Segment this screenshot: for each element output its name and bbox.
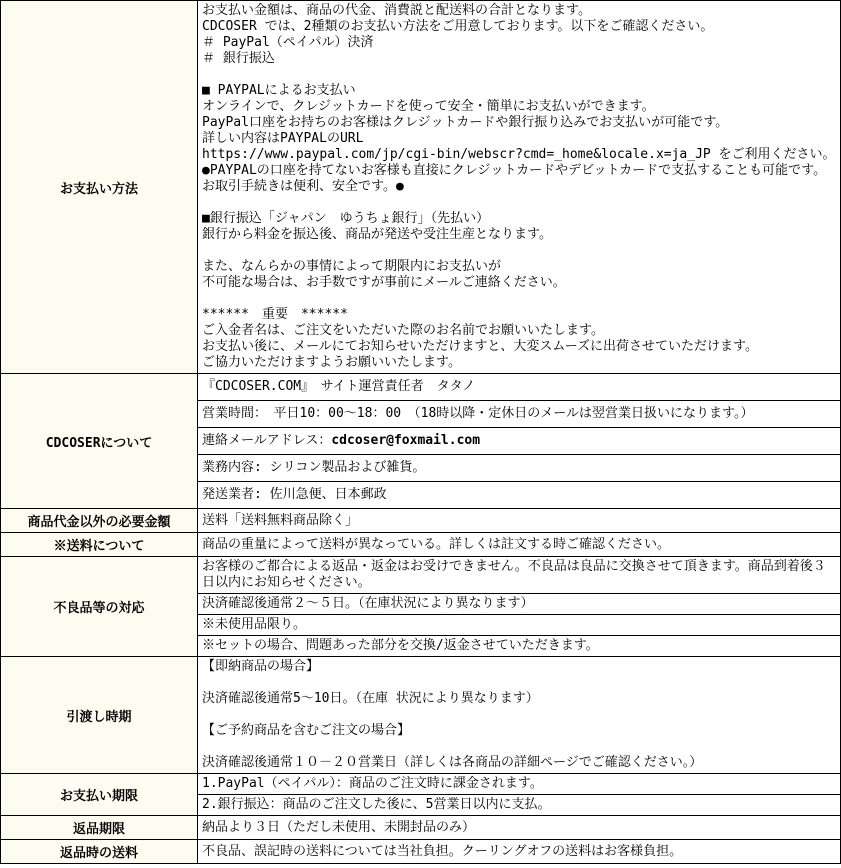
row-content-about-cdcoser-3 <box>198 455 841 482</box>
row-content-payment-deadline-0 <box>198 774 841 795</box>
text-line: 営業時間： 平日10：00～18：00 （18時以降・定休日のメールは翌営業日扱いになります。） <box>202 406 754 421</box>
paypal-url[interactable]: https://www.paypal.com/jp/cgi-bin/webscr?cmd=_home&locale.x=ja_JP <box>202 147 711 162</box>
text-line: 業務内容: シリコン製品および雑貨。 <box>202 460 426 475</box>
text-line: 詳しい内容はPAYPALのURL <box>202 131 364 146</box>
row-content-delivery-time <box>198 657 841 774</box>
text-line <box>202 739 836 755</box>
row-header-delivery-time: 引渡し時期 <box>1 657 198 774</box>
text-line: 決済確認後通常２～５日。（在庫状況により異なります） <box>202 596 534 611</box>
text-line: 『CDCOSER.COM』 サイト運営責任者 タタノ <box>202 379 476 394</box>
row-content-defective-items-3 <box>198 636 841 657</box>
text-line: 不可能な場合は、お手数ですが事前にメールご連絡ください。 <box>202 275 566 290</box>
text-line: ご入金者名は、ご注文をいただいた際のお名前でお願いいたします。 <box>202 323 604 338</box>
text-line: ●PAYPALの口座を持てないお客様も直接にクレジットカードやデビットカードで支払することも可能です。 <box>202 163 827 178</box>
text-line: 発送業者: 佐川急便、日本郵政 <box>202 487 387 502</box>
text-line: また、なんらかの事情によって期限内にお支払いが <box>202 259 502 274</box>
text-line: ご協力いただけますようお願いいたします。 <box>202 355 461 370</box>
text-segment: をご利用ください。 <box>710 147 836 162</box>
row-header-extra-charges: 商品代金以外の必要金額 <box>1 509 198 533</box>
row-header-about-cdcoser: CDCOSERについて <box>1 374 198 509</box>
row-content-return-shipping <box>198 840 841 864</box>
text-line: 【即納商品の場合】 <box>202 659 320 674</box>
text-line: 【ご予約商品を含むご注文の場合】 <box>202 723 411 738</box>
row-content-about-cdcoser-1 <box>198 401 841 428</box>
paypal-url-line <box>202 147 836 163</box>
contact-email-line <box>202 433 836 449</box>
text-line: 2.銀行振込：商品のご注文した後に、5営業日以内に支払。 <box>202 797 551 812</box>
text-line: ※未使用品限り。 <box>202 617 307 632</box>
row-content-payment-deadline-1 <box>198 795 841 816</box>
text-line: お客様のご都合による返品・返金はお受けできません。不良品は良品に交換させて頂きます。商品到着後３日以内にお知らせください。 <box>202 559 826 590</box>
row-content-defective-items-2 <box>198 615 841 636</box>
row-content-about-cdcoser-2 <box>198 428 841 455</box>
text-line: 1.PayPal（ペイパル）：商品のご注文時に課金されます。 <box>202 776 543 791</box>
text-line: ※セットの場合、問題あった部分を交換/返金させていただきます。 <box>202 638 599 653</box>
row-header-payment-deadline: お支払い期限 <box>1 774 198 816</box>
text-line <box>202 291 836 307</box>
text-line: 決済確認後通常5～10日。（在庫 状況により異なります） <box>202 691 539 706</box>
text-line <box>202 195 836 211</box>
row-content-about-cdcoser-0 <box>198 374 841 401</box>
text-line: お取引手続きは便利、安全です。● <box>202 179 404 194</box>
table-row-return-shipping <box>1 840 841 864</box>
text-line: 商品の重量によって送料が異なっている。詳しくは註文する時ご確認ください。 <box>202 536 671 552</box>
row-header-shipping-fee: ※送料について <box>1 533 198 557</box>
text-line: オンラインで、クレジットカードを使って安全・簡単にお支払いができます。 <box>202 99 655 114</box>
shop-info-body <box>1 1 841 864</box>
text-line: ＃ 銀行振込 <box>202 51 275 66</box>
text-line: お支払い金額は、商品の代金、消費説と配送料の合計となります。 <box>202 3 591 18</box>
row-content-extra-charges <box>198 509 841 533</box>
row-content-payment-method <box>198 1 841 374</box>
row-content-about-cdcoser-4 <box>198 482 841 509</box>
table-row-payment-method <box>1 1 841 374</box>
row-content-shipping-fee <box>198 533 841 557</box>
email-label: 連絡メールアドレス： <box>202 433 332 448</box>
row-content-defective-items-0 <box>198 557 841 594</box>
table-row-return-deadline <box>1 816 841 840</box>
text-line: PayPal口座をお持ちのお客様はクレジットカードや銀行振り込みでお支払いが可能です。 <box>202 115 729 130</box>
row-content-return-deadline <box>198 816 841 840</box>
text-line: 納品より３日（ただし未使用、未開封品のみ） <box>202 819 476 835</box>
text-line: CDCOSER では、2種類のお支払い方法をご用意しております。以下をご確認ください。 <box>202 19 714 34</box>
text-line: ■銀行振込「ジャパン ゆうちょ銀行」（先払い） <box>202 211 490 226</box>
text-line <box>202 243 836 259</box>
text-line: ****** 重要 ****** <box>202 307 348 322</box>
row-content-defective-items-1 <box>198 594 841 615</box>
table-row-shipping-fee <box>1 533 841 557</box>
text-line: 不良品、誤記時の送料については当社負担。クーリングオフの送料はお客様負担。 <box>202 843 683 859</box>
text-line: お支払い後に、メールにてお知らせいただけますと、大変スムーズに出荷させていただけます。 <box>202 339 759 354</box>
text-line: 決済確認後通常１０－２０営業日（詳しくは各商品の詳細ページでご確認ください。） <box>202 755 703 770</box>
table-row-defective-items-0 <box>1 557 841 594</box>
row-header-defective-items: 不良品等の対応 <box>1 557 198 657</box>
contact-email[interactable]: cdcoser@foxmail.com <box>331 433 481 448</box>
table-row-extra-charges <box>1 509 841 533</box>
row-header-payment-method: お支払い方法 <box>1 1 198 374</box>
table-row-about-cdcoser-0 <box>1 374 841 401</box>
text-line <box>202 67 836 83</box>
text-line: 送料「送料無料商品除く」 <box>202 512 359 528</box>
text-line: 銀行から料金を振込後、商品が発送や受注生産となります。 <box>202 227 552 242</box>
row-header-return-shipping: 返品時の送料 <box>1 840 198 864</box>
text-line <box>202 675 836 691</box>
text-line: ■ PAYPALによるお支払い <box>202 83 356 98</box>
text-line: ＃ PayPal（ペイパル）決済 <box>202 35 374 50</box>
table-row-payment-deadline-0 <box>1 774 841 795</box>
row-header-return-deadline: 返品期限 <box>1 816 198 840</box>
text-line <box>202 707 836 723</box>
table-row-delivery-time <box>1 657 841 774</box>
